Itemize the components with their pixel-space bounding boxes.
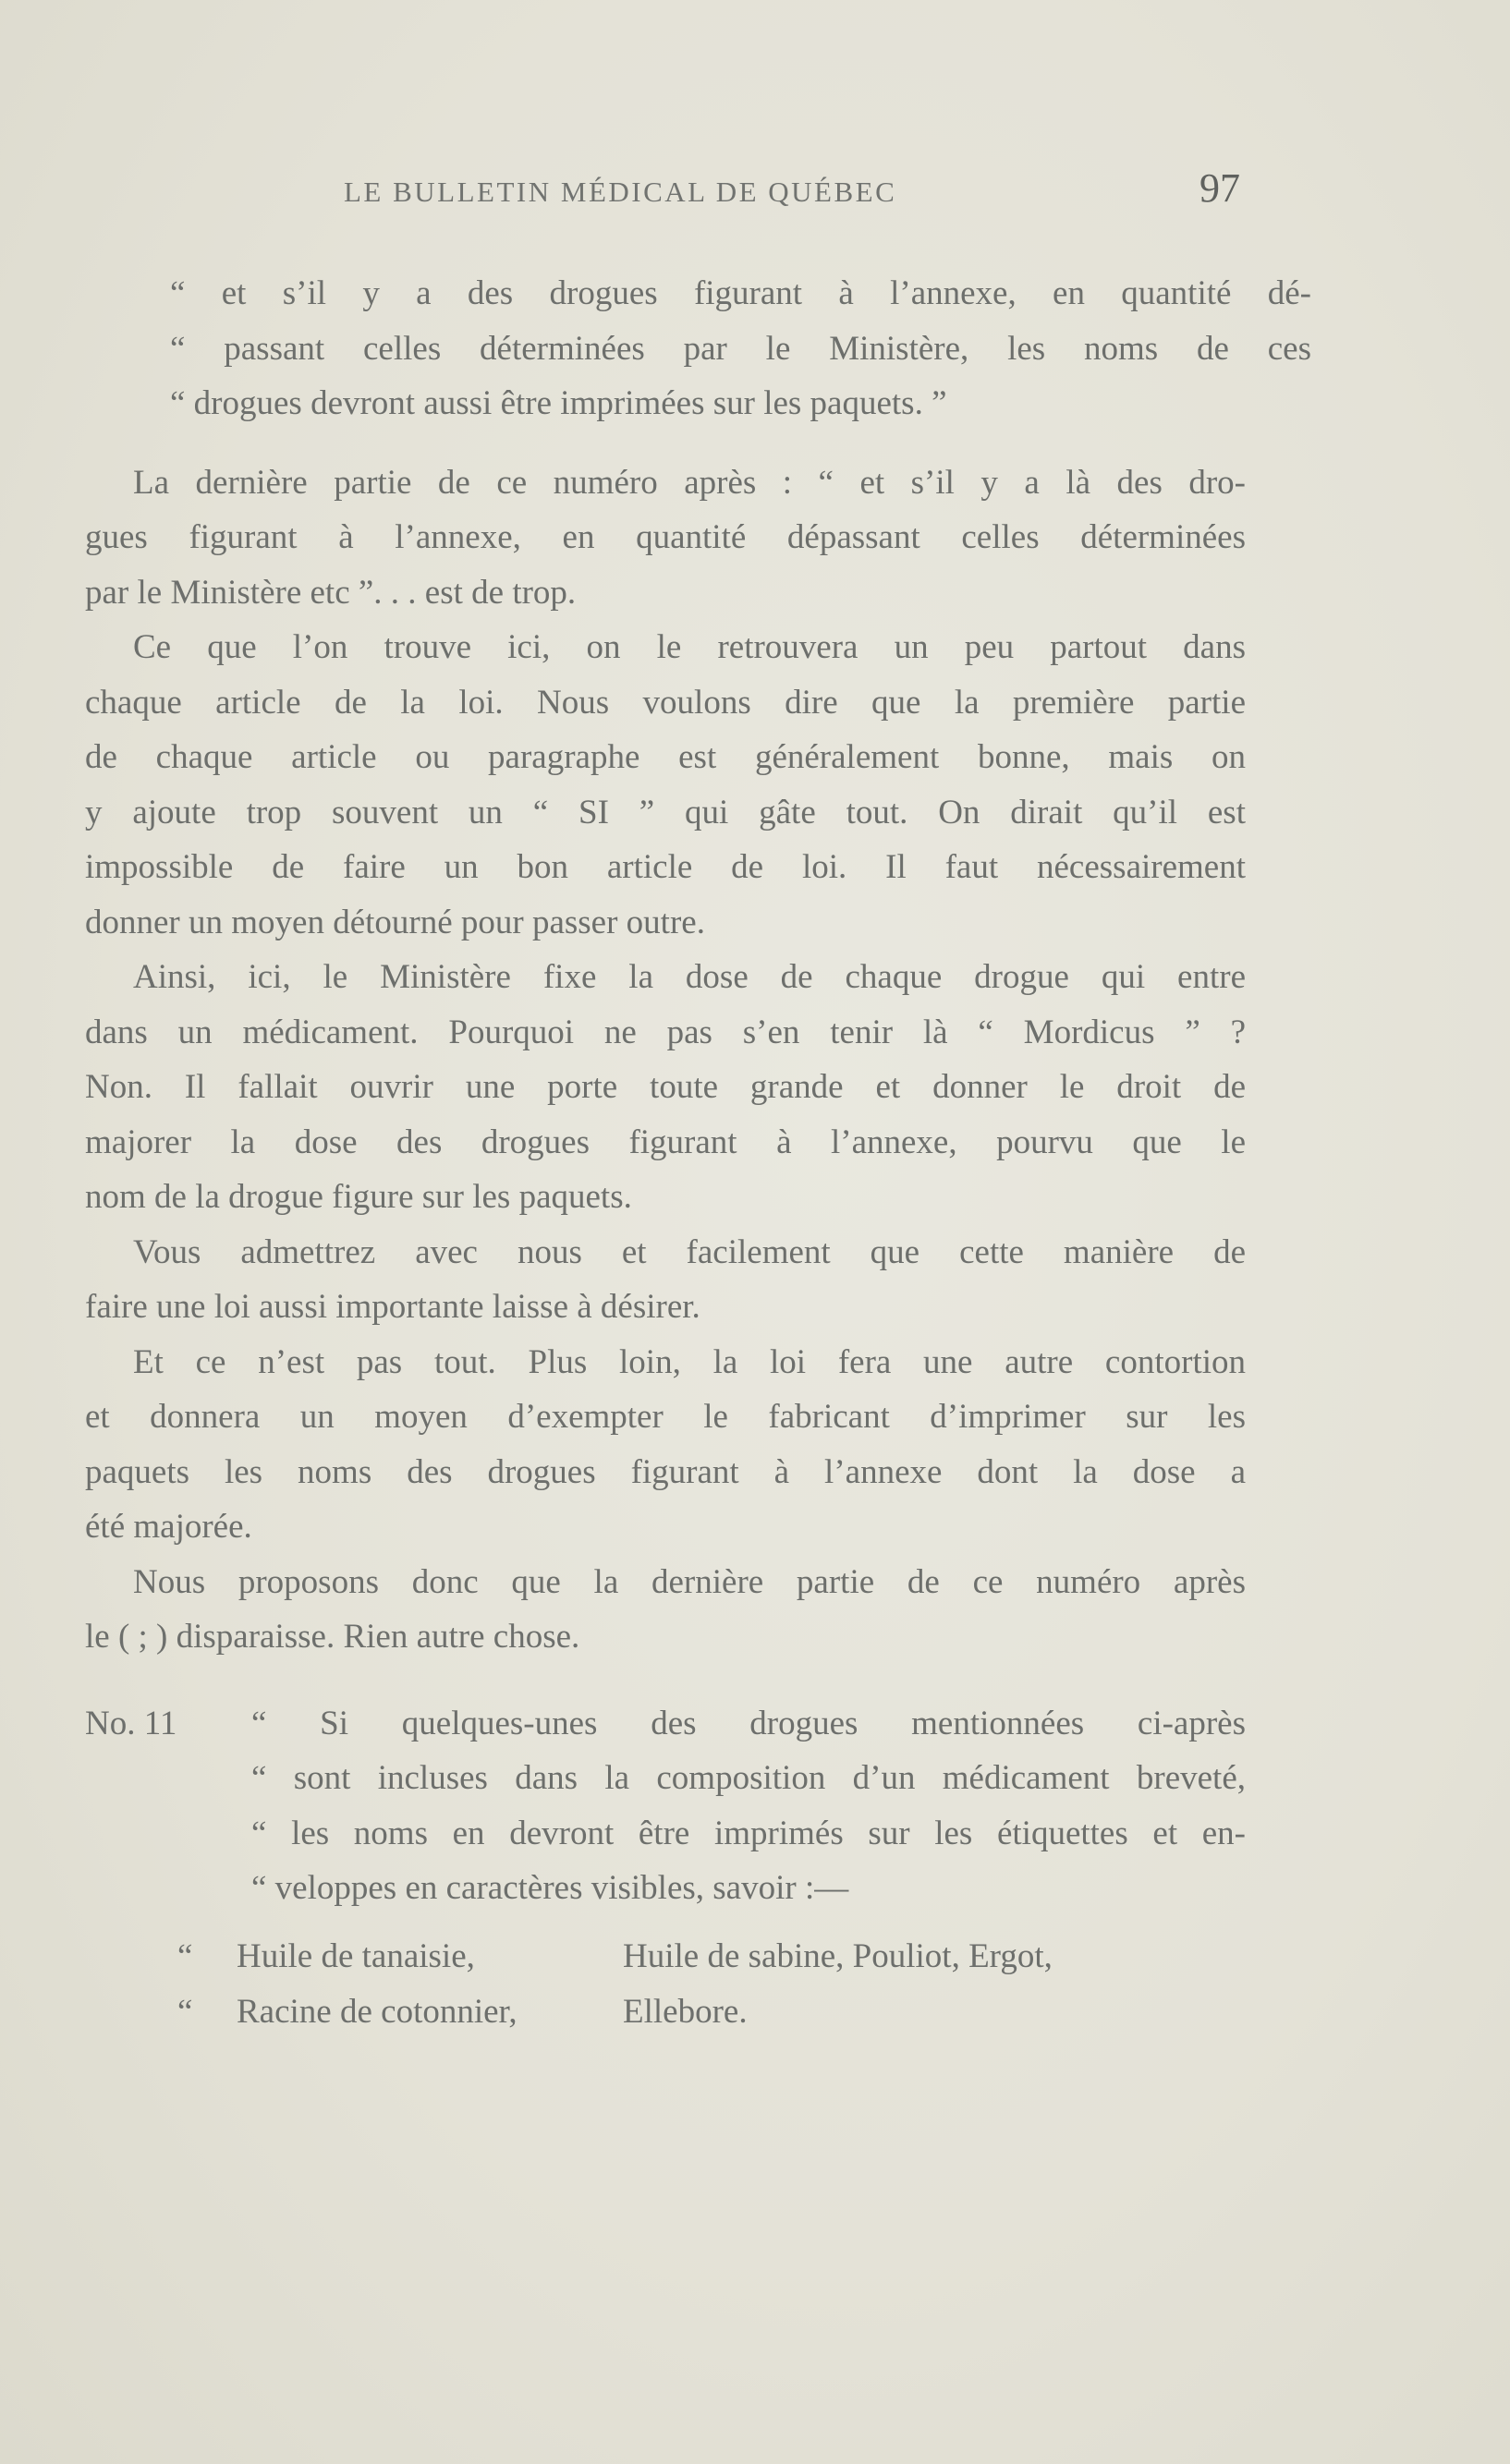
page-number: 97 <box>1199 165 1240 211</box>
list-item: Racine de cotonnier, <box>237 1992 518 2031</box>
article-line: “ Si quelques-unes des drogues mentionnées ci-après <box>251 1704 1246 1742</box>
article-line: “ sont incluses dans la composition d’un médicament breveté, <box>251 1759 1246 1797</box>
article-label: No. 11 <box>85 1704 177 1742</box>
text-line: dans un médicament. Pourquoi ne pas s’en tenir là “ Mordicus ” ? <box>85 1013 1246 1051</box>
text-line: La dernière partie de ce numéro après : “ et s’il y a là des dro- <box>133 463 1246 502</box>
paragraph <box>85 1335 1246 1555</box>
quote-block <box>85 266 1311 431</box>
paragraph <box>85 455 1246 621</box>
text-line: Nous proposons donc que la dernière partie de ce numéro après <box>133 1562 1246 1601</box>
text-line: Ce que l’on trouve ici, on le retrouvera un peu partout dans <box>133 628 1246 666</box>
text-line: et donnera un moyen d’exempter le fabricant d’imprimer sur les <box>85 1398 1246 1436</box>
text-line: gues figurant à l’annexe, en quantité dépassant celles déterminées <box>85 518 1246 556</box>
list-quote-mark: “ <box>177 1936 193 1975</box>
text-line: Non. Il fallait ouvrir une porte toute grande et donner le droit de <box>85 1068 1246 1106</box>
text-line: majorer la dose des drogues figurant à l’annexe, pourvu que le <box>85 1123 1246 1161</box>
text-line: chaque article de la loi. Nous voulons dire que la première partie <box>85 683 1246 722</box>
text-line: faire une loi aussi importante laisse à désirer. <box>85 1288 700 1326</box>
paragraph <box>85 620 1246 950</box>
text-line: le ( ; ) disparaisse. Rien autre chose. <box>85 1618 580 1656</box>
list-quote-mark: “ <box>177 1992 193 2031</box>
article-line: “ veloppes en caractères visibles, savoir :— <box>251 1869 849 1907</box>
text-line: Et ce n’est pas tout. Plus loin, la loi fera une autre contortion <box>133 1342 1246 1381</box>
list-item: Ellebore. <box>623 1992 748 2031</box>
article-line: “ les noms en devront être imprimés sur les étiquettes et en- <box>251 1814 1246 1852</box>
text-line: Ainsi, ici, le Ministère fixe la dose de chaque drogue qui entre <box>133 958 1246 996</box>
quote-line: “ drogues devront aussi être imprimées sur les paquets. ” <box>170 384 947 422</box>
text-line: nom de la drogue figure sur les paquets. <box>85 1178 632 1216</box>
body-text <box>85 266 1311 2040</box>
list-item: Huile de tanaisie, <box>237 1936 475 1975</box>
drug-list-row <box>85 1929 1246 1985</box>
paragraph <box>85 1225 1246 1335</box>
drug-list-row <box>85 1985 1246 2040</box>
list-item: Huile de sabine, Pouliot, Ergot, <box>623 1936 1053 1975</box>
text-line: par le Ministère etc ”. . . est de trop. <box>85 573 577 612</box>
text-line: de chaque article ou paragraphe est généralement bonne, mais on <box>85 738 1246 776</box>
text-line: paquets les noms des drogues figurant à l’annexe dont la dose a <box>85 1452 1246 1491</box>
text-line: donner un moyen détourné pour passer outre. <box>85 903 705 941</box>
running-head: LE BULLETIN MÉDICAL DE QUÉBEC <box>344 176 897 208</box>
paragraph <box>85 1555 1246 1665</box>
text-line: été majorée. <box>85 1508 252 1546</box>
text-line: impossible de faire un bon article de loi. Il faut nécessairement <box>85 848 1246 886</box>
quote-line: “ passant celles déterminées par le Ministère, les noms de ces <box>170 329 1311 368</box>
quote-line: “ et s’il y a des drogues figurant à l’annexe, en quantité dé- <box>170 274 1311 312</box>
text-line: y ajoute trop souvent un “ SI ” qui gâte tout. On dirait qu’il est <box>85 793 1246 831</box>
article-no-11 <box>85 1696 1246 2040</box>
paragraph <box>85 950 1246 1225</box>
text-line: Vous admettrez avec nous et facilement que cette manière de <box>133 1232 1246 1271</box>
page-header <box>344 164 1240 220</box>
drug-list <box>85 1929 1246 2040</box>
